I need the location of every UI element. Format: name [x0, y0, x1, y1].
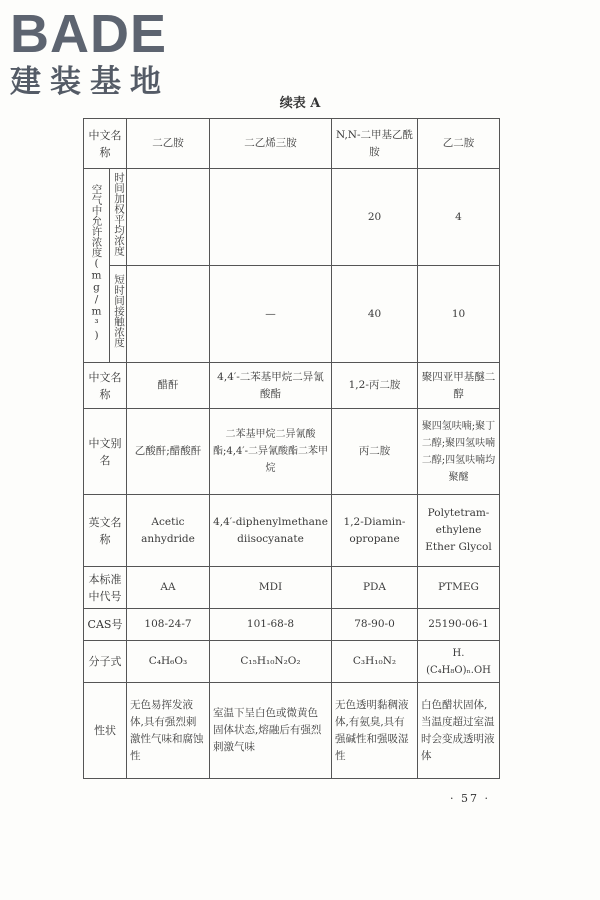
logo-wordmark: BADE — [10, 4, 168, 64]
table-row — [84, 609, 500, 641]
cell — [210, 169, 332, 266]
cell: 4,4′-diphenylmethane diisocyanate — [210, 495, 332, 567]
cell: 醋酐 — [127, 363, 210, 409]
twa-label: 时间加权平均浓度 — [110, 169, 127, 266]
cell: PTMEG — [418, 567, 500, 609]
cell: 78-90-0 — [332, 609, 418, 641]
table-row — [84, 169, 500, 266]
cell: Polytetram-ethylene Ether Glycol — [418, 495, 500, 567]
cell: 乙酸酐;醋酸酐 — [127, 409, 210, 495]
table-row — [84, 409, 500, 495]
cell: 二乙胺 — [127, 119, 210, 169]
row-label: 英文名称 — [84, 495, 127, 567]
row-label: 性状 — [84, 683, 127, 779]
table-caption: 续表 A — [279, 96, 321, 111]
cell: 20 — [332, 169, 418, 266]
cell: 无色易挥发液体,具有强烈刺激性气味和腐蚀性 — [127, 683, 210, 779]
cell: 聚四氢呋喃;聚丁二醇;聚四氢呋喃二醇;四氢呋喃均聚醚 — [418, 409, 500, 495]
row-label: CAS号 — [84, 609, 127, 641]
cell: 1,2-丙二胺 — [332, 363, 418, 409]
logo — [10, 6, 170, 100]
cell: 108-24-7 — [127, 609, 210, 641]
table-row — [84, 119, 500, 169]
row-label: 中文别名 — [84, 409, 127, 495]
stel-label: 短时间接触浓度 — [110, 266, 127, 363]
cell: 二乙烯三胺 — [210, 119, 332, 169]
cell — [127, 266, 210, 363]
cell: Acetic anhydride — [127, 495, 210, 567]
cell: N,N-二甲基乙酰胺 — [332, 119, 418, 169]
page-number: · 57 · — [450, 792, 490, 805]
table-row — [84, 567, 500, 609]
cell: MDI — [210, 567, 332, 609]
row-label: 分子式 — [84, 641, 127, 683]
cell: 4,4′-二苯基甲烷二异氰酸酯 — [210, 363, 332, 409]
row-label: 本标准中代号 — [84, 567, 127, 609]
cell: 4 — [418, 169, 500, 266]
cell: 1,2-Diamin-opropane — [332, 495, 418, 567]
cell: C₁₅H₁₀N₂O₂ — [210, 641, 332, 683]
cell: 25190-06-1 — [418, 609, 500, 641]
cell: 40 — [332, 266, 418, 363]
table-row — [84, 266, 500, 363]
cell: — — [210, 266, 332, 363]
cell: C₄H₆O₃ — [127, 641, 210, 683]
cell: 白色醋状固体,当温度超过室温时会变成透明液体 — [418, 683, 500, 779]
cell: H.(C₄H₈O)ₙ.OH — [418, 641, 500, 683]
cell — [127, 169, 210, 266]
cell: 室温下呈白色或微黄色固体状态,熔融后有强烈刺激气味 — [210, 683, 332, 779]
chemical-table — [83, 118, 500, 779]
cell: 乙二胺 — [418, 119, 500, 169]
cell: PDA — [332, 567, 418, 609]
table-row — [84, 641, 500, 683]
table-row — [84, 683, 500, 779]
cell: 二苯基甲烷二异氰酸酯;4,4′-二异氰酸酯二苯甲烷 — [210, 409, 332, 495]
table-row — [84, 363, 500, 409]
cell: 丙二胺 — [332, 409, 418, 495]
cell: 无色透明黏稠液体,有氨臭,具有强碱性和强吸湿性 — [332, 683, 418, 779]
cell: AA — [127, 567, 210, 609]
cell: 101-68-8 — [210, 609, 332, 641]
air-concentration-label: 空气中允许浓度(mg/m³) — [84, 169, 110, 363]
cell: C₃H₁₀N₂ — [332, 641, 418, 683]
cell: 聚四亚甲基醚二醇 — [418, 363, 500, 409]
row-label: 中文名称 — [84, 363, 127, 409]
logo-chinese: 建装基地 — [10, 64, 170, 100]
row-label: 中文名称 — [84, 119, 127, 169]
cell: 10 — [418, 266, 500, 363]
table-row — [84, 495, 500, 567]
